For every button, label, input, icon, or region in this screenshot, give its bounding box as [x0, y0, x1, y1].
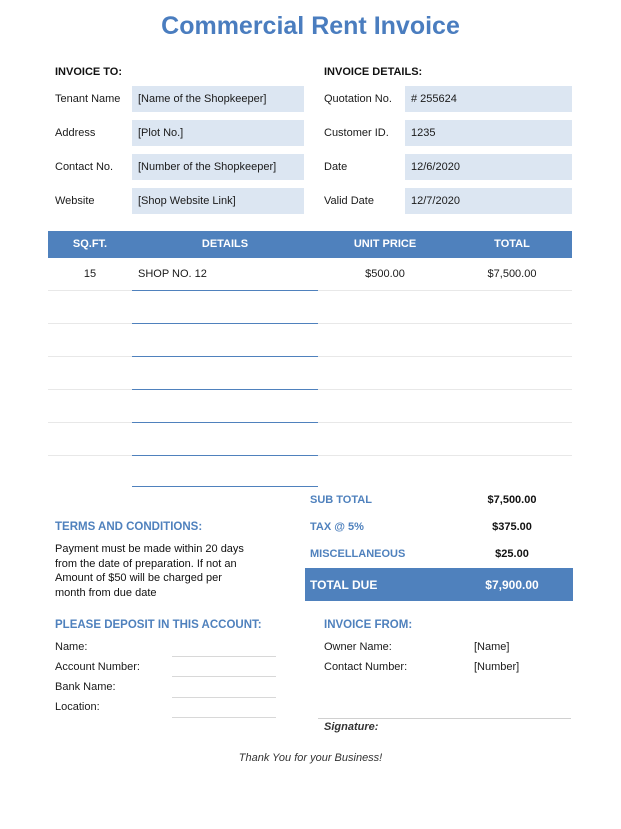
date-label: Date [324, 161, 348, 173]
total-due-label: TOTAL DUE [310, 578, 378, 592]
deposit-name-label: Name: [55, 641, 88, 653]
deposit-bank-line[interactable] [172, 697, 276, 698]
address-label: Address [55, 127, 96, 139]
tenant-name-label: Tenant Name [55, 93, 121, 105]
invoice-title: Commercial Rent Invoice [161, 12, 460, 40]
header-total: TOTAL [494, 238, 530, 250]
tax-value: $375.00 [492, 521, 532, 533]
row1-total[interactable]: $7,500.00 [487, 268, 537, 280]
subtotal-label: SUB TOTAL [310, 494, 372, 506]
deposit-location-label: Location: [55, 701, 100, 713]
website-label: Website [55, 195, 95, 207]
deposit-account-line[interactable] [172, 676, 276, 677]
date-field[interactable]: 12/6/2020 [405, 154, 572, 180]
details-underline [132, 356, 318, 357]
header-sqft: SQ.FT. [72, 238, 108, 250]
terms-line: from the date of preparation. If not an [55, 557, 237, 570]
total-due-value: $7,900.00 [485, 578, 539, 592]
signature-label: Signature: [324, 721, 379, 733]
tenant-name-field[interactable]: [Name of the Shopkeeper] [132, 86, 304, 112]
terms-line: Payment must be made within 20 days [55, 543, 244, 555]
terms-line: Amount of $50 will be charged per [55, 572, 222, 584]
terms-text [55, 542, 285, 600]
details-underline [132, 422, 318, 423]
quotation-no-label: Quotation No. [324, 93, 392, 105]
deposit-bank-label: Bank Name: [55, 681, 116, 693]
contact-number-value[interactable]: [Number] [474, 661, 520, 673]
website-field[interactable]: [Shop Website Link] [132, 188, 304, 214]
deposit-heading: PLEASE DEPOSIT IN THIS ACCOUNT: [55, 619, 262, 631]
customer-id-field[interactable]: 1235 [405, 120, 572, 146]
invoice-from-heading: INVOICE FROM: [324, 619, 413, 631]
contact-no-field[interactable]: [Number of the Shopkeeper] [132, 154, 304, 180]
details-underline [132, 290, 318, 291]
quotation-no-field[interactable]: # 255624 [405, 86, 572, 112]
deposit-account-label: Account Number: [55, 661, 140, 673]
customer-id-label: Customer ID. [324, 127, 389, 139]
details-underline [132, 455, 318, 456]
row1-details[interactable]: SHOP NO. 12 [138, 268, 207, 280]
signature-line [318, 718, 571, 719]
invoice-details-heading: INVOICE DETAILS: [324, 66, 423, 78]
terms-line: month from due date [55, 586, 157, 599]
valid-date-label: Valid Date [324, 195, 374, 207]
valid-date-field[interactable]: 12/7/2020 [405, 188, 572, 214]
deposit-name-line[interactable] [172, 656, 276, 657]
header-unit-price: UNIT PRICE [353, 238, 417, 250]
misc-label: MISCELLANEOUS [310, 548, 406, 560]
invoice-to-heading: INVOICE TO: [55, 66, 123, 78]
header-details: DETAILS [201, 238, 249, 250]
deposit-location-line[interactable] [172, 717, 276, 718]
subtotal-value: $7,500.00 [487, 494, 537, 506]
misc-value: $25.00 [495, 548, 529, 560]
owner-name-value[interactable]: [Name] [474, 641, 510, 653]
contact-number-label: Contact Number: [324, 661, 408, 673]
footer-thanks: Thank You for your Business! [238, 752, 383, 764]
details-underline [132, 389, 318, 390]
details-underline [132, 323, 318, 324]
address-field[interactable]: [Plot No.] [132, 120, 304, 146]
details-underline [132, 486, 318, 487]
tax-label: TAX @ 5% [310, 521, 364, 533]
row1-sqft[interactable]: 15 [83, 268, 97, 280]
terms-heading: TERMS AND CONDITIONS: [55, 521, 203, 533]
owner-name-label: Owner Name: [324, 641, 392, 653]
contact-no-label: Contact No. [55, 161, 114, 173]
row1-unit-price[interactable]: $500.00 [365, 268, 405, 280]
